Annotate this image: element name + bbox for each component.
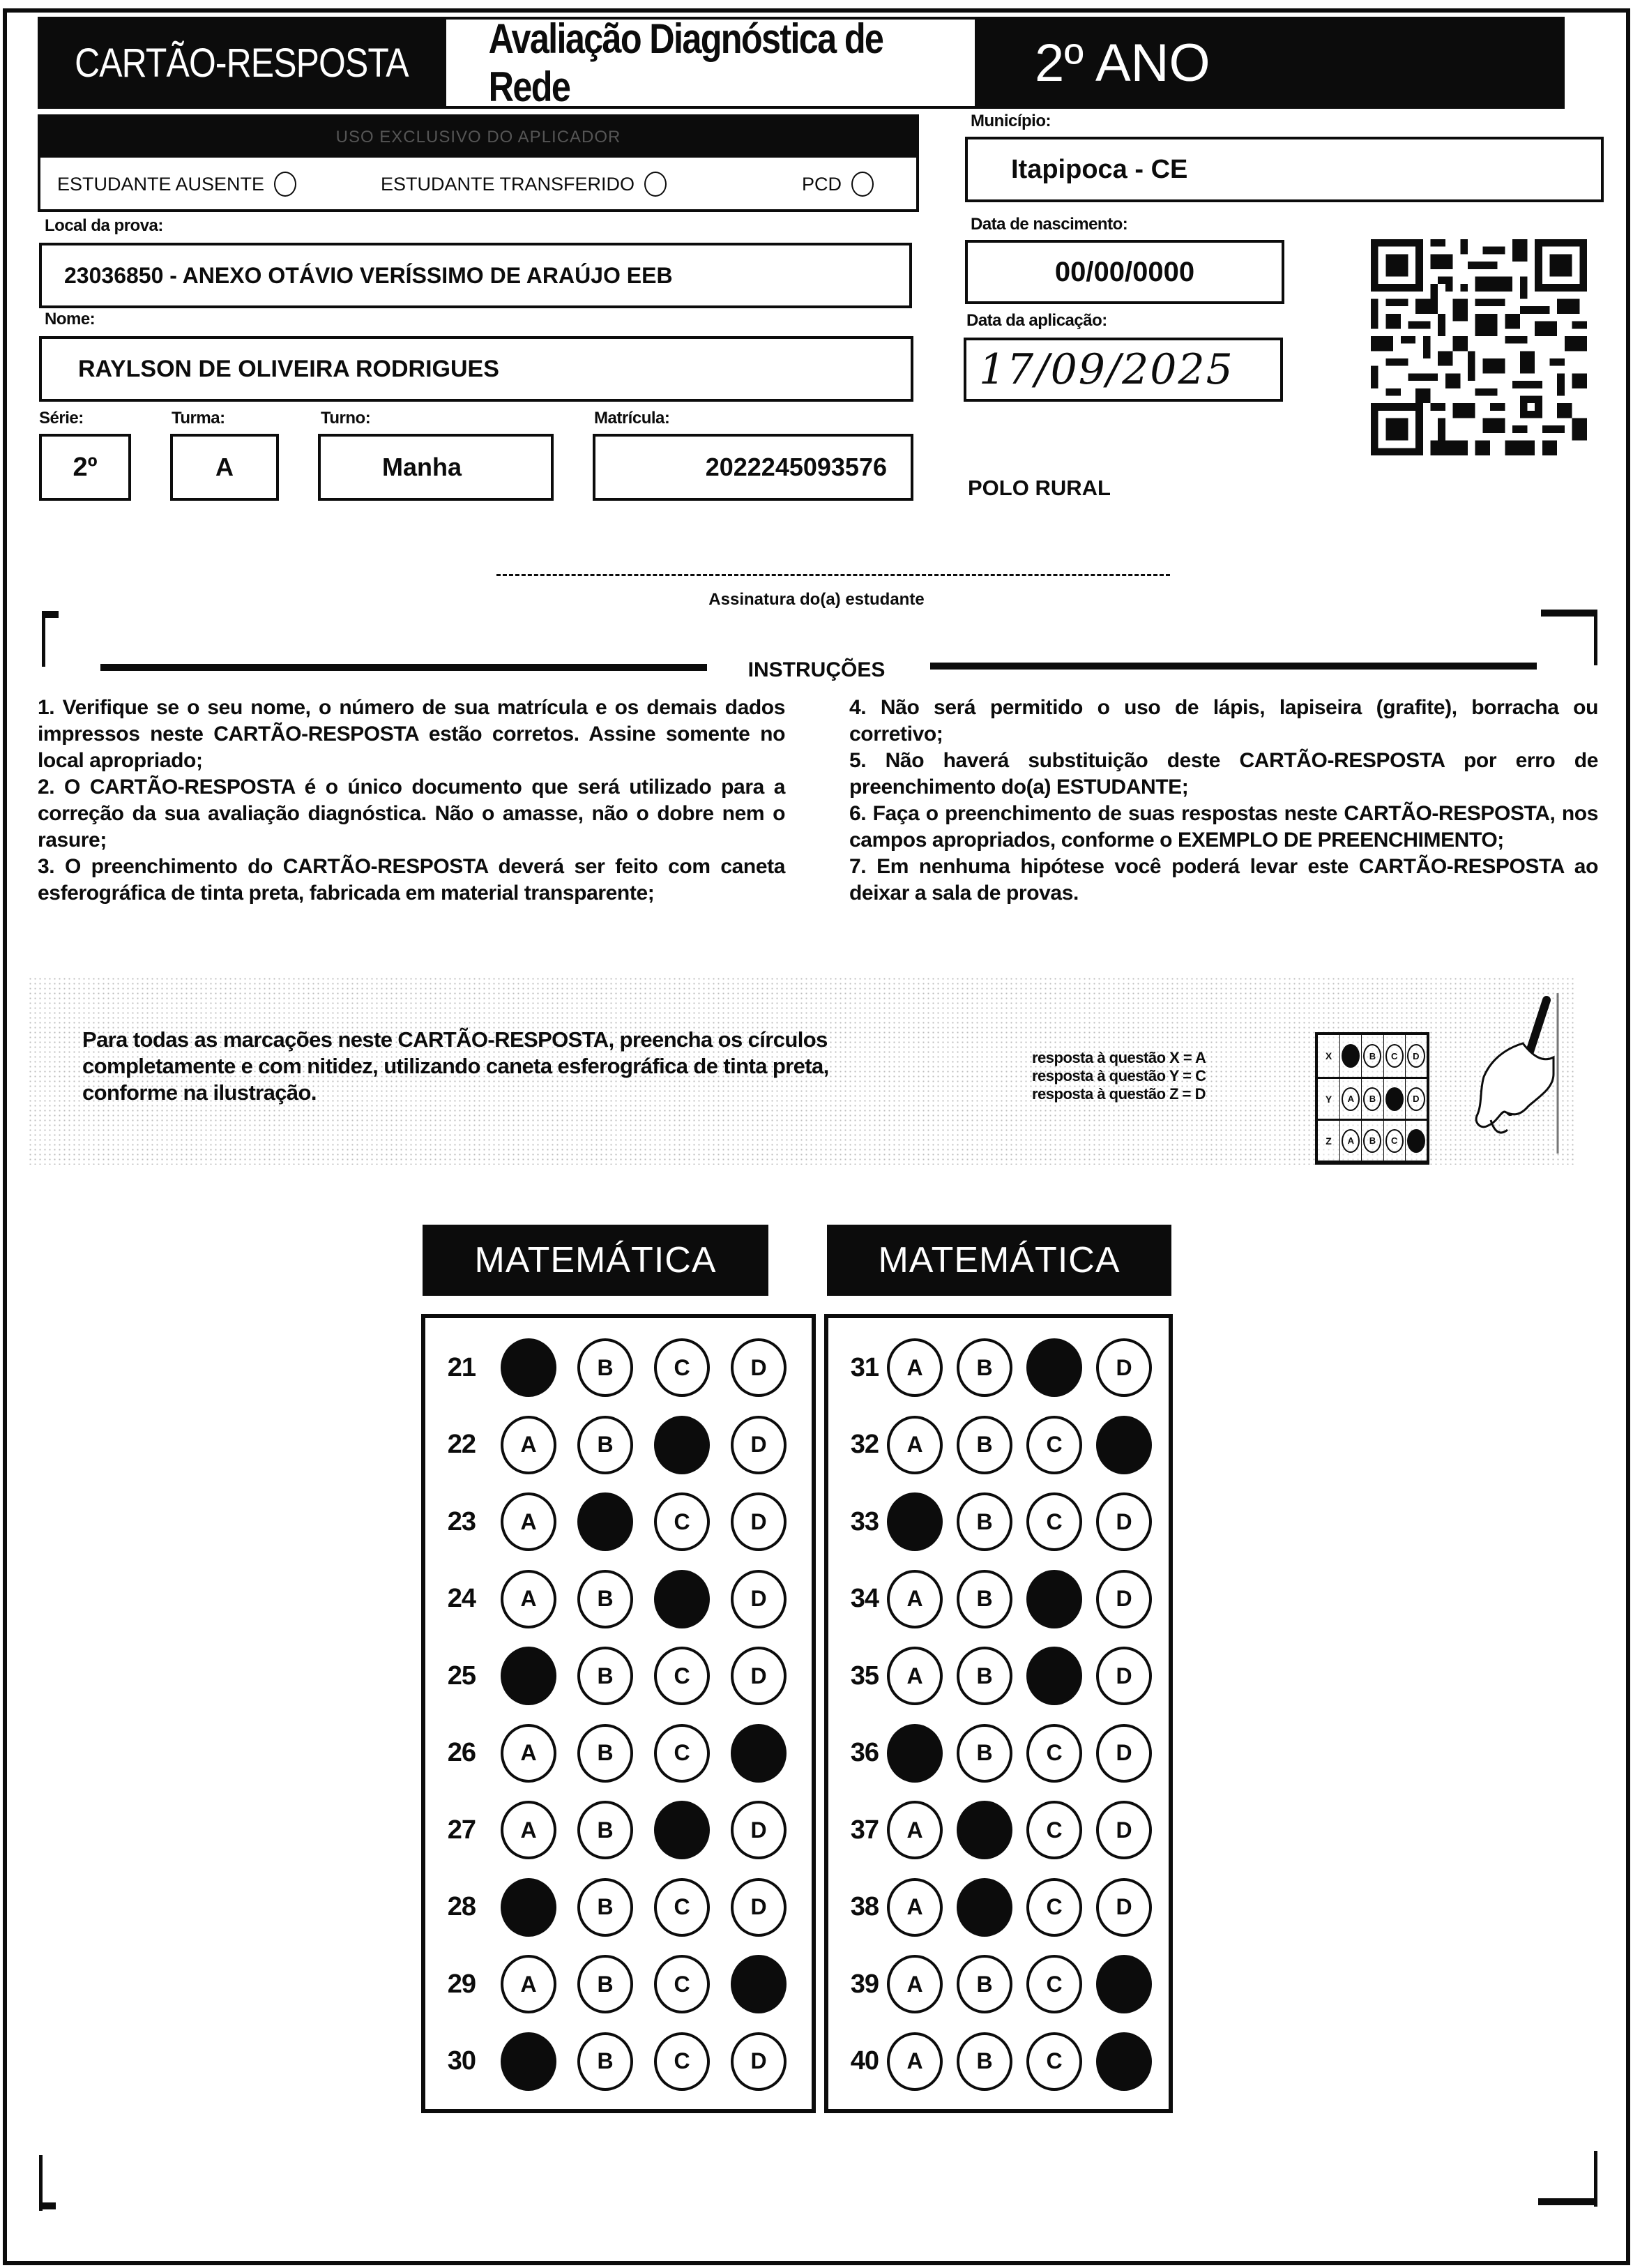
question-number: 22 (447, 1430, 476, 1459)
radio-circle-icon[interactable] (644, 172, 667, 197)
question-number: 38 (850, 1892, 879, 1921)
example-bubble (1342, 1044, 1360, 1068)
question-row (425, 1490, 787, 1553)
example-bubble (1407, 1129, 1425, 1153)
answer-bubble-a[interactable] (501, 2032, 556, 2091)
hand-with-pen-icon (1456, 993, 1560, 1161)
example-bubble: A (1342, 1129, 1360, 1153)
answer-bubble-d[interactable]: D (731, 1570, 787, 1628)
option-estudante-ausente[interactable] (57, 172, 296, 197)
answer-bubble-a[interactable]: A (501, 1724, 556, 1783)
answer-bubble-a[interactable] (501, 1878, 556, 1937)
answer-bubble-c[interactable]: C (1026, 1416, 1082, 1474)
instruction-item: 6. Faça o preenchimento de suas respostas neste CARTÃO-RESPOSTA, nos campos apropriados, conforme o EXEMPLO DE PREENCHIMENTO; (849, 802, 1598, 852)
example-row-y: Y A B D (1318, 1077, 1427, 1119)
answer-bubble-a[interactable]: A (501, 1416, 556, 1474)
answer-bubble-d[interactable]: D (731, 2032, 787, 2091)
nome-field: RAYLSON DE OLIVEIRA RODRIGUES (39, 336, 913, 402)
option-label: PCD (802, 173, 842, 195)
question-row (425, 1645, 787, 1707)
question-number: 40 (850, 2046, 879, 2076)
answer-bubble-c[interactable]: C (654, 1955, 710, 2013)
question-row (425, 1568, 787, 1631)
example-bubble (1385, 1087, 1404, 1111)
answer-bubble-c[interactable]: C (654, 2032, 710, 2091)
question-row (828, 1645, 1152, 1707)
answer-bubble-a[interactable]: A (501, 1492, 556, 1551)
answer-bubble-b[interactable]: B (577, 1724, 633, 1783)
answer-bubble-b[interactable] (957, 1878, 1012, 1937)
section-header-matematica-1: MATEMÁTICA (423, 1225, 768, 1296)
local-label: Local da prova: (45, 216, 163, 235)
answer-bubble-c[interactable]: C (1026, 1724, 1082, 1783)
answer-bubble-b[interactable]: B (577, 1801, 633, 1859)
question-row (828, 1722, 1152, 1785)
applicator-bar-label: USO EXCLUSIVO DO APLICADOR (40, 117, 916, 158)
answer-bubble-a[interactable]: A (887, 1878, 943, 1937)
instructions-title: INSTRUÇÕES (747, 658, 886, 681)
instruction-item: 5. Não haverá substituição deste CARTÃO-RESPOSTA por erro de preenchimento do(a) ESTUDANTE; (849, 749, 1598, 799)
answer-bubble-d[interactable]: D (1096, 1570, 1152, 1628)
instruction-item: 7. Em nenhuma hipótese você poderá levar este CARTÃO-RESPOSTA ao deixar a sala de provas. (849, 855, 1598, 905)
answer-bubble-a[interactable] (501, 1338, 556, 1397)
answer-bubble-d[interactable]: D (731, 1492, 787, 1551)
question-row (828, 1799, 1152, 1861)
polo-label: POLO RURAL (968, 476, 1111, 500)
question-row (828, 1568, 1152, 1631)
nascimento-label: Data de nascimento: (971, 215, 1128, 234)
assessment-title: Avaliação Diagnóstica de Rede (446, 20, 975, 106)
answer-bubble-c[interactable] (1026, 1647, 1082, 1705)
answer-bubble-c[interactable] (654, 1801, 710, 1859)
legend-line: resposta à questão X = A (1032, 1049, 1206, 1066)
option-label: ESTUDANTE TRANSFERIDO (381, 173, 635, 195)
legend-line: resposta à questão Y = C (1032, 1067, 1206, 1084)
answer-bubble-d[interactable] (1096, 1416, 1152, 1474)
example-bubble: D (1407, 1087, 1425, 1111)
question-row (425, 1799, 787, 1861)
option-pcd[interactable] (802, 172, 874, 197)
aplicacao-label: Data da aplicação: (966, 311, 1107, 330)
answer-bubble-d[interactable]: D (731, 1801, 787, 1859)
answer-bubble-c[interactable]: C (1026, 2032, 1082, 2091)
instructions-right-column (849, 695, 1598, 907)
applicator-box (38, 114, 919, 212)
answer-bubble-b[interactable]: B (957, 1338, 1012, 1397)
answer-bubble-a[interactable]: A (501, 1955, 556, 2013)
card-label: CARTÃO-RESPOSTA (75, 40, 409, 86)
answer-bubble-d[interactable]: D (731, 1416, 787, 1474)
question-number: 29 (447, 1969, 476, 1999)
answer-bubble-a[interactable]: A (887, 1338, 943, 1397)
answer-bubble-d[interactable]: D (731, 1878, 787, 1937)
municipio-label: Município: (971, 112, 1051, 130)
matricula-field: 2022245093576 (593, 434, 913, 501)
instructions-rule-right (930, 663, 1537, 670)
question-row (828, 1953, 1152, 2016)
corner-mark-top-right (1594, 610, 1597, 665)
example-bubble: B (1363, 1087, 1381, 1111)
answer-bubble-d[interactable]: D (731, 1647, 787, 1705)
question-number: 23 (447, 1506, 476, 1536)
answer-bubble-b[interactable]: B (957, 1416, 1012, 1474)
answer-bubble-c[interactable] (1026, 1570, 1082, 1628)
example-bubble: B (1363, 1129, 1381, 1153)
answer-bubble-a[interactable] (887, 1492, 943, 1551)
question-row (425, 1722, 787, 1785)
turma-field: A (170, 434, 279, 501)
answer-bubble-b[interactable]: B (577, 1416, 633, 1474)
answer-bubble-d[interactable] (1096, 2032, 1152, 2091)
answer-bubble-d[interactable] (1096, 1955, 1152, 2013)
nascimento-field: 00/00/0000 (965, 240, 1284, 304)
answer-bubble-a[interactable]: A (887, 2032, 943, 2091)
answer-bubble-a[interactable]: A (887, 1647, 943, 1705)
answer-bubble-d[interactable]: D (731, 1338, 787, 1397)
answer-bubble-c[interactable]: C (654, 1878, 710, 1937)
question-row (425, 1336, 787, 1399)
question-number: 28 (447, 1892, 476, 1921)
legend-line: resposta à questão Z = D (1032, 1085, 1206, 1103)
example-bubble: B (1363, 1044, 1381, 1068)
question-number: 24 (447, 1584, 476, 1613)
question-row (828, 2030, 1152, 2093)
signature-line[interactable] (496, 574, 1170, 576)
question-row (828, 1490, 1152, 1553)
answer-bubble-d[interactable]: D (1096, 1338, 1152, 1397)
answer-bubble-b[interactable]: B (577, 1878, 633, 1937)
question-number: 36 (850, 1738, 879, 1767)
answer-bubble-b[interactable]: B (957, 1647, 1012, 1705)
turma-label: Turma: (172, 409, 225, 428)
answer-bubble-d[interactable]: D (1096, 1801, 1152, 1859)
local-field: 23036850 - ANEXO OTÁVIO VERÍSSIMO DE ARAÚJO EEB (39, 243, 912, 308)
answer-bubble-c[interactable] (654, 1416, 710, 1474)
answer-bubble-b[interactable]: B (577, 1338, 633, 1397)
question-row (425, 1876, 787, 1939)
option-label: ESTUDANTE AUSENTE (57, 173, 265, 195)
answer-bubble-b[interactable] (577, 1492, 633, 1551)
answer-bubble-d[interactable]: D (1096, 1647, 1152, 1705)
radio-circle-icon[interactable] (851, 172, 874, 197)
answer-bubble-c[interactable]: C (1026, 1492, 1082, 1551)
answer-bubble-c[interactable]: C (654, 1492, 710, 1551)
question-number: 32 (850, 1430, 879, 1459)
serie-label: Série: (39, 409, 84, 428)
answer-grid-31-40 (824, 1314, 1173, 2113)
question-row (425, 1953, 787, 2016)
answer-bubble-c[interactable]: C (1026, 1878, 1082, 1937)
example-legend (1032, 1049, 1206, 1103)
answer-bubble-b[interactable]: B (957, 2032, 1012, 2091)
header-banner (38, 17, 1565, 109)
matricula-label: Matrícula: (594, 409, 670, 428)
example-bubble: A (1342, 1087, 1360, 1111)
option-estudante-transferido[interactable] (381, 172, 667, 197)
answer-grid-21-30 (421, 1314, 816, 2113)
answer-bubble-c[interactable]: C (654, 1338, 710, 1397)
example-bubble: C (1385, 1044, 1404, 1068)
question-number: 33 (850, 1506, 879, 1536)
answer-bubble-d[interactable] (731, 1724, 787, 1783)
answer-bubble-b[interactable]: B (577, 2032, 633, 2091)
answer-bubble-c[interactable]: C (654, 1647, 710, 1705)
corner-mark-bottom-right (1538, 2198, 1597, 2205)
answer-bubble-a[interactable]: A (887, 1801, 943, 1859)
answer-bubble-c[interactable]: C (1026, 1955, 1082, 2013)
radio-circle-icon[interactable] (274, 172, 296, 197)
answer-bubble-b[interactable]: B (957, 1492, 1012, 1551)
answer-bubble-a[interactable]: A (501, 1570, 556, 1628)
question-number: 31 (850, 1352, 879, 1382)
qr-code-icon (1371, 239, 1587, 456)
serie-field: 2º (39, 434, 131, 501)
question-number: 25 (447, 1661, 476, 1691)
example-row-z: Z A B C (1318, 1119, 1427, 1161)
answer-bubble-b[interactable]: B (577, 1955, 633, 2013)
answer-bubble-c[interactable] (1026, 1338, 1082, 1397)
example-bubble: D (1407, 1044, 1425, 1068)
instructions-left-column (38, 695, 785, 907)
filling-instructions-text: Para todas as marcações neste CARTÃO-RESPOSTA, preencha os círculos completamente e com nitidez, utilizando caneta esferográfica de tinta preta, conforme na ilustração. (82, 1027, 829, 1105)
answer-bubble-c[interactable]: C (654, 1724, 710, 1783)
question-row (828, 1414, 1152, 1476)
answer-bubble-d[interactable] (731, 1955, 787, 2013)
answer-bubble-a[interactable] (501, 1647, 556, 1705)
answer-bubble-a[interactable]: A (887, 1570, 943, 1628)
question-row (425, 1414, 787, 1476)
answer-bubble-b[interactable] (957, 1801, 1012, 1859)
question-number: 30 (447, 2046, 476, 2076)
turno-field: Manha (318, 434, 554, 501)
instruction-item: 4. Não será permitido o uso de lápis, lapiseira (grafite), borracha ou corretivo; (849, 696, 1598, 746)
question-number: 26 (447, 1738, 476, 1767)
question-row (425, 2030, 787, 2093)
filling-example-panel (28, 976, 1576, 1165)
answer-bubble-c[interactable] (654, 1570, 710, 1628)
answer-bubble-b[interactable]: B (577, 1647, 633, 1705)
answer-bubble-c[interactable]: C (1026, 1801, 1082, 1859)
answer-bubble-b[interactable]: B (957, 1724, 1012, 1783)
nome-label: Nome: (45, 310, 96, 328)
section-header-matematica-2: MATEMÁTICA (827, 1225, 1171, 1296)
answer-bubble-a[interactable]: A (887, 1955, 943, 2013)
corner-mark-bottom-left (39, 2202, 56, 2209)
question-number: 35 (850, 1661, 879, 1691)
turno-label: Turno: (321, 409, 371, 428)
municipio-field: Itapipoca - CE (965, 137, 1604, 202)
corner-mark-top-right (1548, 610, 1597, 617)
answer-bubble-a[interactable] (887, 1724, 943, 1783)
answer-bubble-d[interactable]: D (1096, 1724, 1152, 1783)
question-number: 34 (850, 1584, 879, 1613)
grade-title: 2º ANO (1035, 33, 1210, 93)
question-number: 21 (447, 1352, 476, 1382)
answer-bubble-d[interactable]: D (1096, 1492, 1152, 1551)
question-number: 39 (850, 1969, 879, 1999)
question-row (828, 1876, 1152, 1939)
question-row (828, 1336, 1152, 1399)
instruction-item: 1. Verifique se o seu nome, o número de sua matrícula e os demais dados impressos neste CARTÃO-RESPOSTA estão corretos. Assine somente no local apropriado; (38, 696, 785, 772)
answer-bubble-a[interactable]: A (887, 1416, 943, 1474)
signature-label: Assinatura do(a) estudante (708, 590, 925, 609)
example-row-x: X B C D (1318, 1035, 1427, 1077)
answer-bubble-b[interactable]: B (577, 1570, 633, 1628)
answer-bubble-b[interactable]: B (957, 1570, 1012, 1628)
question-number: 37 (850, 1815, 879, 1845)
question-number: 27 (447, 1815, 476, 1845)
example-bubble: C (1385, 1129, 1404, 1153)
aplicacao-field[interactable]: 17/09/2025 (964, 338, 1283, 402)
answer-bubble-a[interactable]: A (501, 1801, 556, 1859)
example-bubble-grid (1315, 1032, 1429, 1165)
instruction-item: 3. O preenchimento do CARTÃO-RESPOSTA deverá ser feito com caneta esferográfica de tinta preta, fabricada em material transparente; (38, 855, 785, 905)
answer-bubble-b[interactable]: B (957, 1955, 1012, 2013)
instruction-item: 2. O CARTÃO-RESPOSTA é o único documento que será utilizado para a correção da sua avaliação diagnóstica. Não o amasse, não o dobre nem o rasure; (38, 776, 785, 852)
answer-bubble-d[interactable]: D (1096, 1878, 1152, 1937)
